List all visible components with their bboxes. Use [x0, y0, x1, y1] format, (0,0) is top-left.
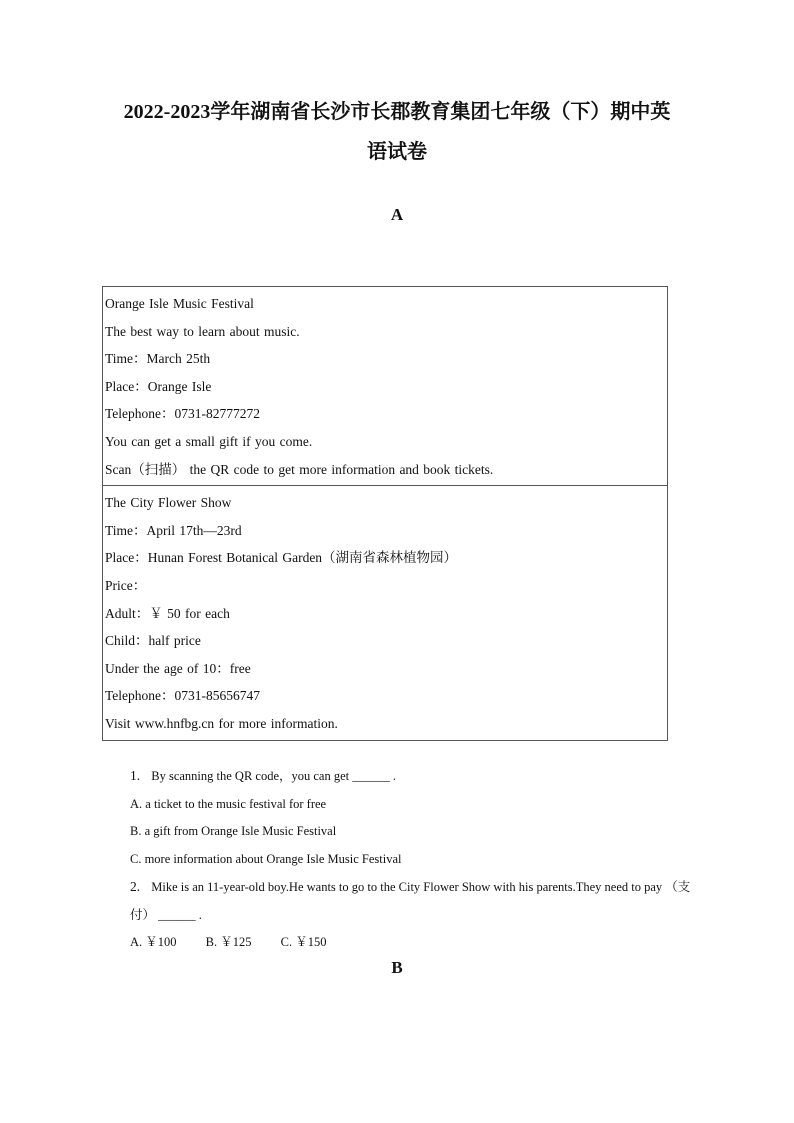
answer-option: C. ￥150	[280, 935, 327, 949]
question-text: By scanning the QR code，you can get ______ .	[151, 769, 396, 783]
advertisements-table	[102, 286, 668, 741]
title-line-1: 2022-2023学年湖南省长沙市长郡教育集团七年级（下）期中英	[123, 101, 671, 123]
ad-line: The best way to learn about music.	[105, 323, 300, 339]
answer-option: A. a ticket to the music festival for free	[130, 796, 327, 811]
section-heading-b: B	[391, 958, 403, 977]
ad-line: Telephone：0731-82777272	[105, 406, 261, 422]
ad-line: Child：half price	[105, 633, 201, 649]
ad-line: Under the age of 10：free	[105, 660, 251, 676]
ad-line: Place：Hunan Forest Botanical Garden（湖南省森林植物园）	[105, 550, 458, 566]
ad-line: Place：Orange Isle	[105, 378, 212, 394]
question-1-stem	[130, 762, 700, 791]
ad-line: The City Flower Show	[105, 495, 232, 511]
ad-line: You can get a small gift if you come.	[105, 433, 313, 449]
question-2-stem	[130, 873, 695, 929]
ad-line: Scan（扫描） the QR code to get more information and book tickets.	[105, 461, 494, 477]
ad-line: Time：March 25th	[105, 351, 211, 367]
question-text: Mike is an 11-year-old boy.He wants to go to the City Flower Show with his parents.They need to pay （支付） ______ .	[130, 880, 691, 922]
question-number: 2.	[130, 879, 141, 894]
answer-option: B. ￥125	[205, 935, 252, 949]
answer-option: C. more information about Orange Isle Music Festival	[130, 851, 402, 866]
ad-line: Time：April 17th—23rd	[105, 522, 242, 538]
ad-line: Adult：￥ 50 for each	[105, 605, 230, 621]
flower-show-ad	[103, 486, 667, 739]
page-title	[90, 92, 704, 172]
ad-line: Telephone：0731-85656747	[105, 688, 261, 704]
ad-line: Visit www.hnfbg.cn for more information.	[105, 715, 338, 731]
section-heading-a: A	[390, 205, 404, 224]
question-number: 1.	[130, 768, 141, 783]
ad-line: Price：	[105, 577, 147, 593]
question-list	[130, 762, 700, 957]
title-line-2: 语试卷	[367, 141, 427, 163]
answer-option: A. ￥100	[130, 935, 177, 949]
music-festival-ad	[103, 287, 667, 486]
answer-option: B. a gift from Orange Isle Music Festival	[130, 824, 337, 838]
question-2-options	[130, 929, 700, 957]
ad-line: Orange Isle Music Festival	[105, 296, 254, 311]
